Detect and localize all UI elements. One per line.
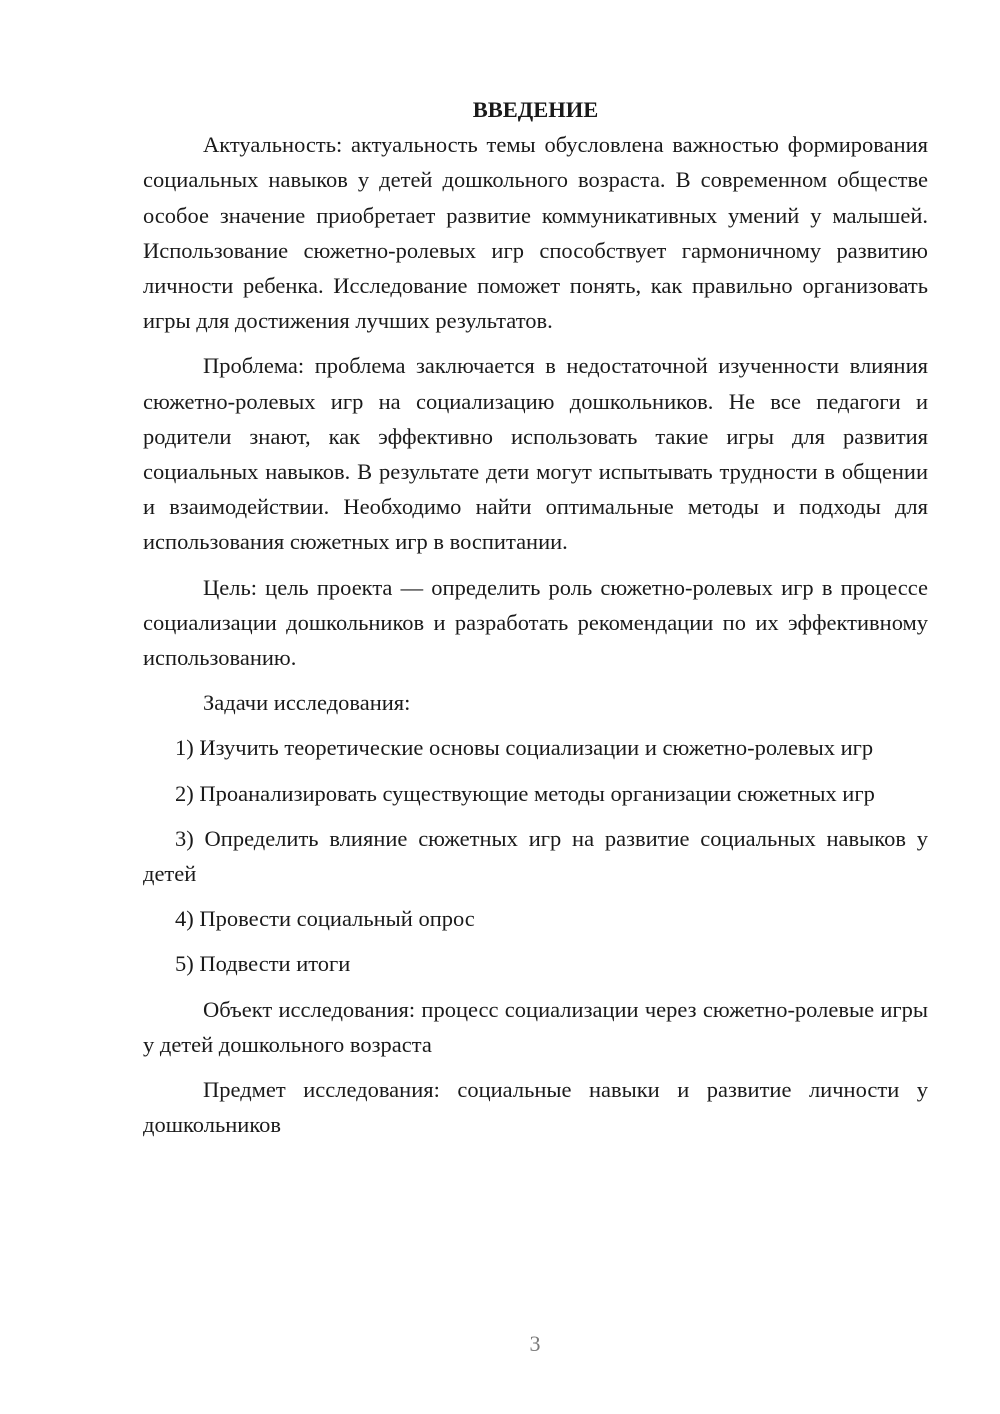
page-content	[143, 92, 928, 1142]
tasks-heading: Задачи исследования:	[203, 690, 411, 716]
task-item-2: 2) Проанализировать существующие методы организации сюжетных игр	[175, 780, 875, 806]
paragraph-goal: Цель: цель проекта — определить роль сюжетно-ролевых игр в процессе социализации дошкольников и разработать рекомендации по их эффективному использованию.	[143, 574, 928, 671]
task-item-3: 3) Определить влияние сюжетных игр на развитие социальных навыков у детей	[143, 825, 928, 887]
paragraph-problem: Проблема: проблема заключается в недостаточной изученности влияния сюжетно-ролевых игр на социализацию дошкольников. Не все педагоги и родители знают, как эффективно использовать такие игры для развития социальных навыков. В результате дети могут испытывать трудности в общении и взаимодействии. Необходимо найти оптимальные методы и подходы для использования сюжетных игр в воспитании.	[143, 353, 928, 555]
task-item-4: 4) Провести социальный опрос	[175, 906, 475, 932]
page-number: 3	[529, 1331, 541, 1356]
paragraph-subject: Предмет исследования: социальные навыки и развитие личности у дошкольников	[143, 1077, 928, 1138]
task-item-1: 1) Изучить теоретические основы социализации и сюжетно-ролевых игр	[175, 735, 874, 761]
section-heading: ВВЕДЕНИЕ	[472, 97, 599, 122]
paragraph-object: Объект исследования: процесс социализации через сюжетно-ролевые игры у детей дошкольного возраста	[143, 996, 928, 1057]
paragraph-relevance: Актуальность: актуальность темы обусловлена важностью формирования социальных навыков у детей дошкольного возраста. В современном обществе особое значение приобретает развитие коммуникативных умений у малышей. Использование сюжетно-ролевых игр способствует гармоничному развитию личности ребенка. Исследование поможет понять, как правильно организовать игры для достижения лучших результатов.	[143, 132, 928, 334]
task-item-5: 5) Подвести итоги	[175, 951, 351, 977]
